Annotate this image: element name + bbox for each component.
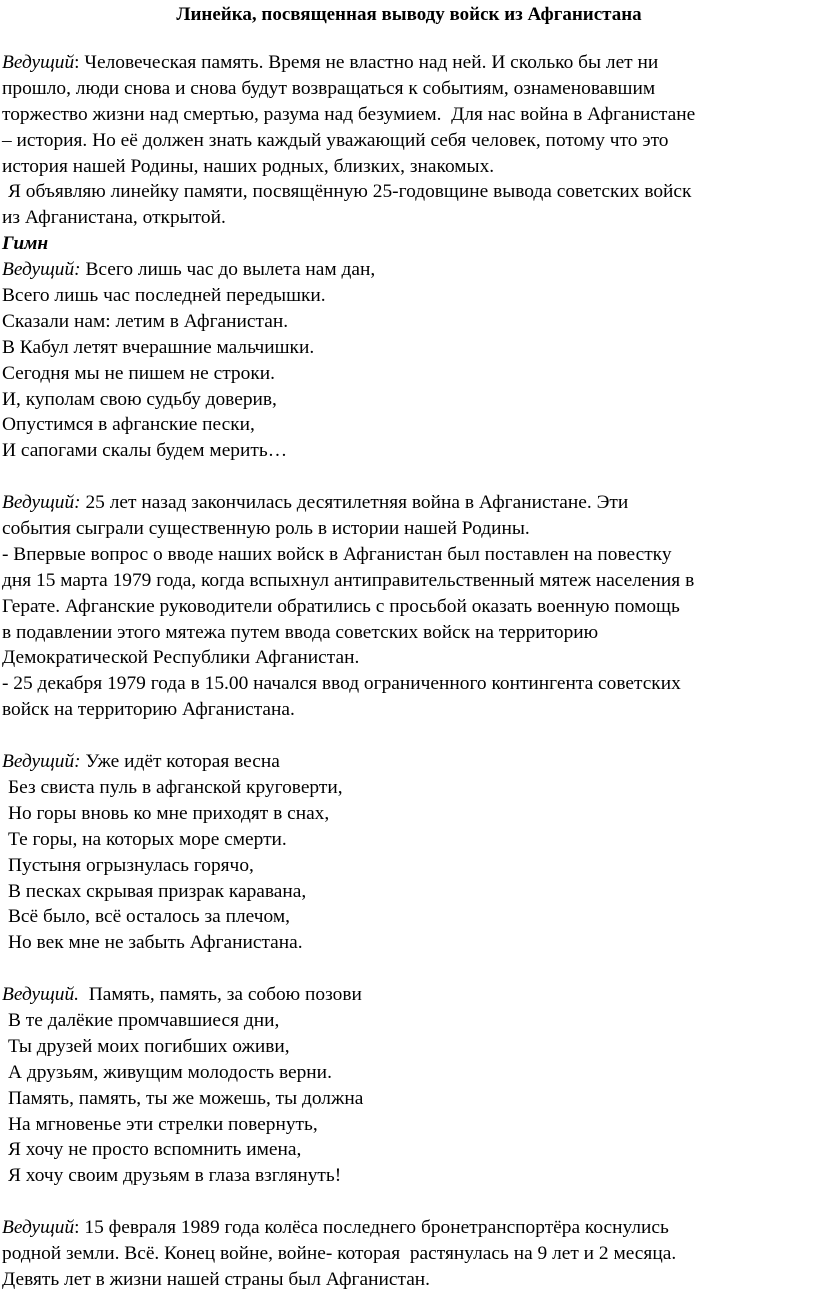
- poem1-line: И, куполам свою судьбу доверив,: [2, 388, 277, 410]
- poem2-line: Но век мне не забыть Афганистана.: [8, 932, 303, 954]
- intro-line: торжество жизни над смертью, разума над безумием. Для нас война в Афганистане: [2, 103, 696, 125]
- poem2-line: Те горы, на которых море смерти.: [8, 828, 287, 850]
- intro-line: – история. Но её должен знать каждый уважающий себя человек, потому что это: [2, 129, 669, 151]
- poem3-first-line: [2, 982, 816, 1008]
- poem1-line: Всего лишь час последней передышки.: [2, 285, 326, 307]
- document-page: [0, 2, 816, 1306]
- poem2-first-line: [2, 749, 816, 775]
- speaker-label: Ведущий:: [2, 492, 81, 514]
- history-line: войск на территорию Афганистана.: [2, 699, 295, 721]
- poem1-line: Сегодня мы не пишем не строки.: [2, 362, 275, 384]
- poem2-line: В песках скрывая призрак каравана,: [8, 880, 307, 902]
- poem2-line: Но горы вновь ко мне приходят в снах,: [8, 802, 330, 824]
- history-line: - 25 декабря 1979 года в 15.00 начался ввод ограниченного контингента советских: [2, 673, 681, 695]
- history-line: Демократической Республики Афганистан.: [2, 647, 360, 669]
- intro-first-line: [2, 50, 816, 76]
- poem3-line: На мгновенье эти стрелки повернуть,: [8, 1113, 318, 1135]
- speaker-label: Ведущий:: [2, 751, 81, 773]
- ending-first-line: [2, 1215, 816, 1241]
- intro-text: Человеческая память. Время не властно над ней. И сколько бы лет ни: [84, 52, 659, 73]
- spacer: [2, 28, 816, 50]
- ending-line: Девять лет в жизни нашей страны был Афганистан.: [2, 1268, 431, 1290]
- separator: :: [74, 1217, 85, 1239]
- speaker-label: Ведущий: [2, 52, 75, 73]
- poem1-line: И сапогами скалы будем мерить…: [2, 440, 288, 462]
- poem3-line: Я хочу своим друзьям в глаза взглянуть!: [8, 1165, 342, 1187]
- history-line: Герате. Афганские руководители обратились с просьбой оказать военную помощь: [2, 595, 680, 617]
- poem-text: Всего лишь час до вылета нам дан,: [80, 259, 376, 281]
- poem3-line: А друзьям, живущим молодость верни.: [8, 1061, 332, 1083]
- history-line: события сыграли существенную роль в истории нашей Родины.: [2, 518, 530, 540]
- poem2-line: Пустыня огрызнулась горячо,: [8, 854, 254, 876]
- speaker-label: Ведущий: [2, 1217, 75, 1239]
- poem-text: Уже идёт которая весна: [80, 751, 280, 773]
- history-line: в подавлении этого мятежа путем ввода советских войск на территорию: [2, 621, 599, 643]
- separator: :: [74, 52, 85, 73]
- poem3-line: В те далёкие промчавшиеся дни,: [8, 1009, 280, 1031]
- ending-text: 15 февраля 1989 года колёса последнего бронетранспортёра коснулись: [84, 1217, 669, 1239]
- poem1-line: Опустимся в афганские пески,: [2, 414, 255, 436]
- intro-paragraph2-line: Я объявляю линейку памяти, посвящённую 25-годовщине вывода советских войск: [8, 181, 692, 203]
- poem3-line: Я хочу не просто вспомнить имена,: [8, 1139, 302, 1161]
- speaker-label: Ведущий:: [2, 259, 81, 281]
- blank-line: [2, 464, 816, 490]
- document-title: Линейка, посвященная выводу войск из Афганистана: [176, 4, 642, 25]
- blank-line: [2, 723, 816, 749]
- poem1-first-line: [2, 257, 816, 283]
- history-line: - Впервые вопрос о вводе наших войск в Афганистан был поставлен на повестку: [2, 543, 672, 565]
- poem2-line: Всё было, всё осталось за плечом,: [8, 906, 290, 928]
- blank-line: [2, 956, 816, 982]
- anthem-heading: Гимн: [2, 233, 49, 255]
- poem1-line: В Кабул летят вчерашние мальчишки.: [2, 336, 315, 358]
- ending-line: родной земли. Всё. Конец войне, войне- которая растянулась на 9 лет и 2 месяца.: [2, 1242, 677, 1264]
- intro-line: прошло, люди снова и снова будут возвращаться к событиям, ознаменовавшим: [2, 77, 656, 99]
- poem-text: Память, память, за собою позови: [79, 984, 362, 1006]
- intro-paragraph2-line: из Афганистана, открытой.: [2, 207, 226, 229]
- history-line: дня 15 марта 1979 года, когда вспыхнул антиправительственный мятеж населения в: [2, 569, 695, 591]
- poem3-line: Ты друзей моих погибших оживи,: [8, 1035, 290, 1057]
- poem1-line: Сказали нам: летим в Афганистан.: [2, 310, 289, 332]
- poem2-line: Без свиста пуль в афганской круговерти,: [8, 776, 343, 798]
- intro-line: история нашей Родины, наших родных, близких, знакомых.: [2, 155, 495, 177]
- history-text: 25 лет назад закончилась десятилетняя война в Афганистане. Эти: [80, 492, 629, 514]
- blank-line: [2, 1189, 816, 1215]
- speaker-label: Ведущий.: [2, 984, 80, 1006]
- poem3-line: Память, память, ты же можешь, ты должна: [8, 1087, 364, 1109]
- history-first-line: [2, 490, 816, 516]
